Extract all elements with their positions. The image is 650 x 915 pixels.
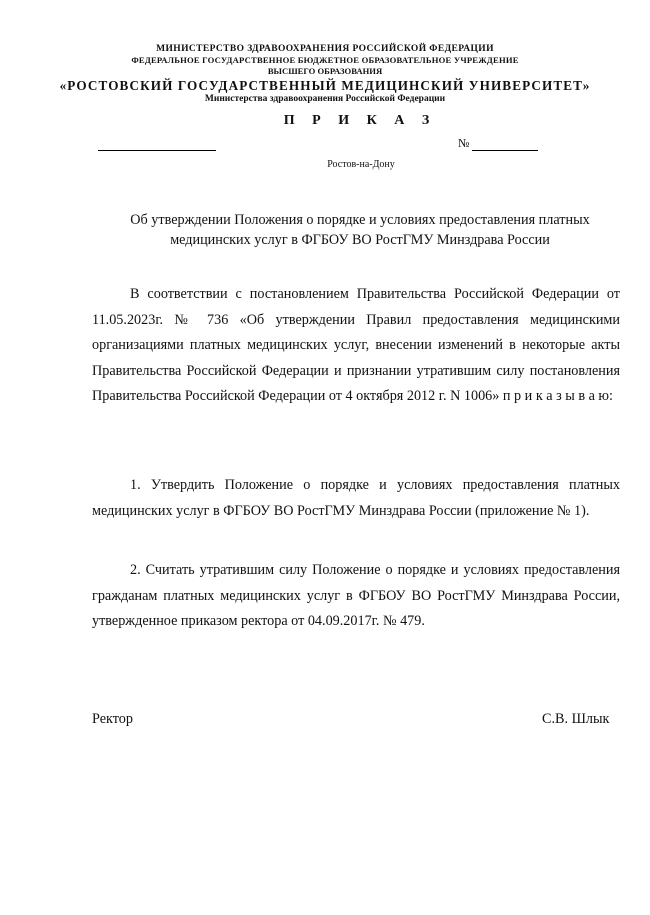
institution-type-heading: ФЕДЕРАЛЬНОЕ ГОСУДАРСТВЕННОЕ БЮДЖЕТНОЕ ОБРАЗОВАТЕЛЬНОЕ УЧРЕЖДЕНИЕ	[131, 55, 519, 65]
city-label: Ростов-на-Дону	[327, 159, 395, 170]
subordination-heading: Министерства здравоохранения Российской Федерации	[204, 94, 446, 104]
order-number-blank-line	[472, 138, 538, 151]
ministry-heading: МИНИСТЕРСТВО ЗДРАВООХРАНЕНИЯ РОССИЙСКОЙ ФЕДЕРАЦИИ	[156, 44, 494, 54]
date-blank-line	[98, 138, 216, 151]
order-subject: Об утверждении Положения о порядке и условиях предоставления платных медицинских услуг в ФГБОУ ВО РостГМУ Минздрава России	[130, 212, 590, 248]
education-heading: ВЫСШЕГО ОБРАЗОВАНИЯ	[267, 66, 383, 76]
preamble-paragraph: В соответствии с постановлением Правительства Российской Федерации от 11.05.2023г. № 736 «Об утверждении Правил предоставления медицинскими организациями платных медицинских услуг, внесении изменений в некоторые акты Правительства Российской Федерации и признании утратившим силу постановления Правительства Российской Федерации от 4 октября 2012 г. N 1006» п р и к а з ы в а ю:	[92, 286, 620, 404]
order-title: П Р И К А З	[283, 113, 437, 128]
order-item-2: 2. Считать утратившим силу Положение о порядке и условиях предоставления гражданам платных медицинских услуг в ФГБОУ ВО РостГМУ Минздрава России, утвержденное приказом ректора от 04.09.2017г. № 479.	[92, 562, 620, 629]
signatory-position: Ректор	[92, 711, 133, 727]
signatory-name: С.В. Шлык	[542, 711, 610, 727]
order-item-1: 1. Утвердить Положение о порядке и условиях предоставления платных медицинских услуг в ФГБОУ ВО РостГМУ Минздрава России (приложение № 1).	[92, 477, 620, 519]
university-heading: «РОСТОВСКИЙ ГОСУДАРСТВЕННЫЙ МЕДИЦИНСКИЙ УНИВЕРСИТЕТ»	[59, 78, 591, 93]
order-number-label: №	[458, 136, 470, 150]
